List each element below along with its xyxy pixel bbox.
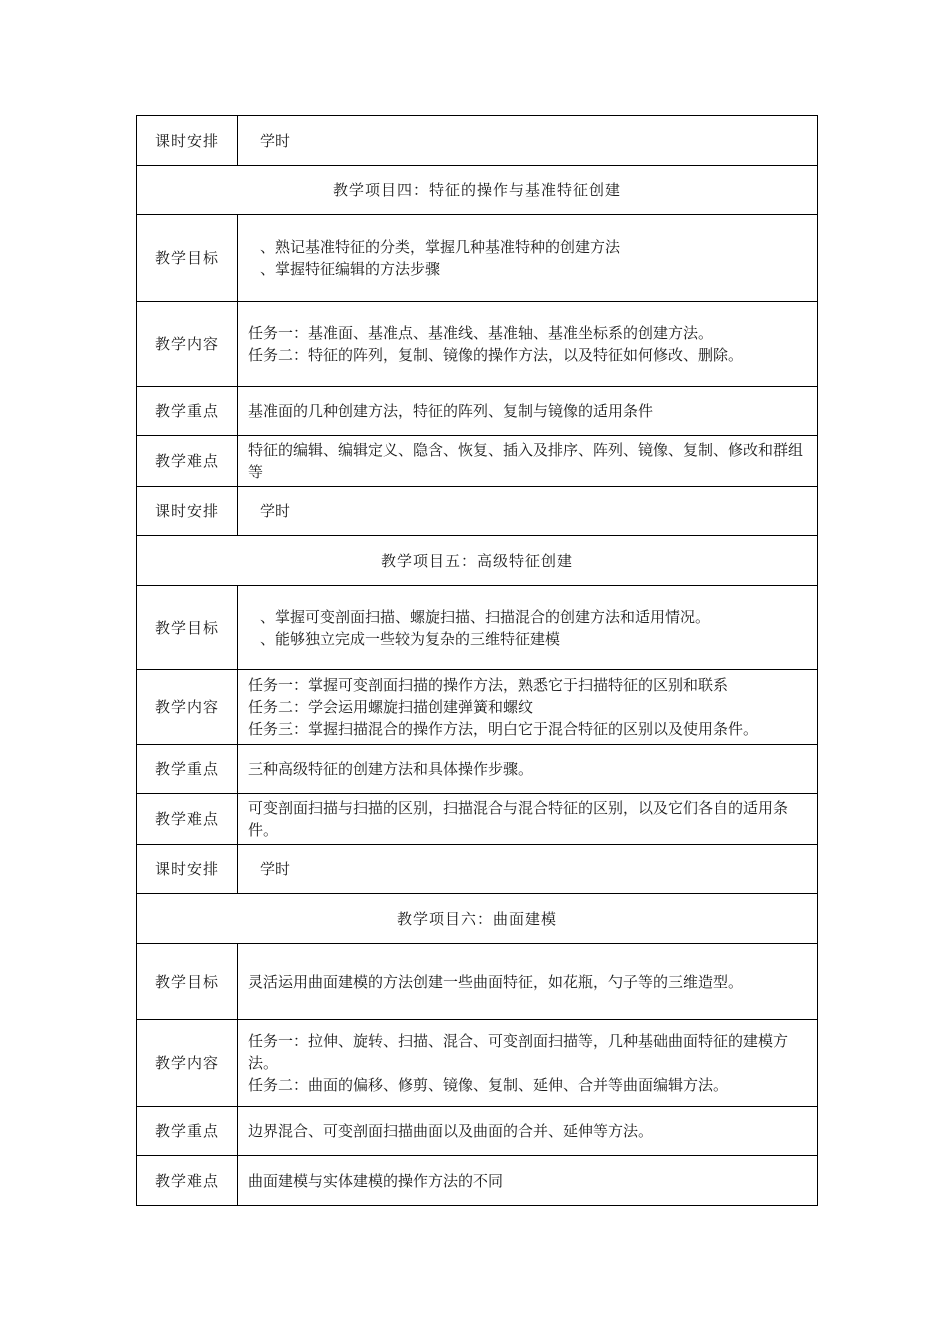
section-heading-row	[137, 536, 818, 586]
table-row	[137, 794, 818, 845]
table-row	[137, 1107, 818, 1156]
row-content	[238, 845, 818, 894]
table-row	[137, 116, 818, 166]
table-row	[137, 387, 818, 436]
section-heading: 教学项目四：特征的操作与基准特征创建	[137, 166, 818, 215]
row-content	[238, 436, 818, 487]
row-content	[238, 670, 818, 745]
row-content	[238, 215, 818, 302]
content-line: 学时	[260, 502, 291, 520]
content-line: 可变剖面扫描与扫描的区别，扫描混合与混合特征的区别，以及它们各自的适用条件。	[248, 799, 789, 839]
table-row	[137, 302, 818, 387]
content-line: 学时	[260, 860, 291, 878]
row-content	[238, 944, 818, 1020]
row-label: 教学目标	[137, 586, 238, 670]
content-line: 、掌握特征编辑的方法步骤	[260, 260, 441, 278]
table-row	[137, 1020, 818, 1107]
content-line: 任务二：特征的阵列，复制、镜像的操作方法，以及特征如何修改、删除。	[248, 346, 744, 364]
row-label: 教学难点	[137, 1156, 238, 1206]
content-line: 任务一：掌握可变剖面扫描的操作方法，熟悉它于扫描特征的区别和联系	[248, 676, 729, 694]
row-content	[238, 487, 818, 536]
row-label: 教学内容	[137, 1020, 238, 1107]
row-content	[238, 586, 818, 670]
table-row	[137, 670, 818, 745]
table-row	[137, 944, 818, 1020]
content-line: 任务一：基准面、基准点、基准线、基准轴、基准坐标系的创建方法。	[248, 324, 714, 342]
content-line: 任务三：掌握扫描混合的操作方法，明白它于混合特征的区别以及使用条件。	[248, 720, 759, 738]
row-label: 教学目标	[137, 215, 238, 302]
content-line: 任务一：拉伸、旋转、扫描、混合、可变剖面扫描等，几种基础曲面特征的建模方法。	[248, 1032, 789, 1072]
syllabus-page	[136, 115, 818, 1206]
row-label: 教学难点	[137, 794, 238, 845]
row-label: 教学重点	[137, 1107, 238, 1156]
content-line: 、熟记基准特征的分类，掌握几种基准特种的创建方法	[260, 238, 621, 256]
row-content	[238, 116, 818, 166]
row-label: 教学目标	[137, 944, 238, 1020]
row-label: 教学重点	[137, 745, 238, 794]
table-row	[137, 436, 818, 487]
section-heading-row	[137, 166, 818, 215]
row-label: 教学重点	[137, 387, 238, 436]
content-line: 、掌握可变剖面扫描、螺旋扫描、扫描混合的创建方法和适用情况。	[260, 607, 711, 626]
content-line: 任务二：学会运用螺旋扫描创建弹簧和螺纹	[248, 698, 534, 716]
syllabus-table-body	[137, 116, 818, 1206]
row-label: 教学内容	[137, 302, 238, 387]
row-label: 课时安排	[137, 116, 238, 166]
table-row	[137, 215, 818, 302]
row-content	[238, 387, 818, 436]
section-heading-row	[137, 894, 818, 944]
table-row	[137, 745, 818, 794]
row-label: 课时安排	[137, 487, 238, 536]
content-line: 基准面的几种创建方法，特征的阵列、复制与镜像的适用条件	[248, 402, 654, 420]
content-line: 、能够独立完成一些较为复杂的三维特征建模	[260, 629, 561, 648]
section-heading: 教学项目六：曲面建模	[137, 894, 818, 944]
row-label: 教学难点	[137, 436, 238, 487]
row-content	[238, 794, 818, 845]
content-line: 特征的编辑、编辑定义、隐含、恢复、插入及排序、阵列、镜像、复制、修改和群组等	[248, 441, 804, 481]
section-heading: 教学项目五：高级特征创建	[137, 536, 818, 586]
row-content	[238, 302, 818, 387]
content-line: 三种高级特征的创建方法和具体操作步骤。	[248, 760, 534, 778]
content-line: 学时	[260, 131, 291, 150]
row-content	[238, 1107, 818, 1156]
content-line: 任务二：曲面的偏移、修剪、镜像、复制、延伸、合并等曲面编辑方法。	[248, 1076, 729, 1094]
row-content	[238, 1156, 818, 1206]
content-line: 边界混合、可变剖面扫描曲面以及曲面的合并、延伸等方法。	[248, 1122, 654, 1140]
table-row	[137, 487, 818, 536]
row-content	[238, 745, 818, 794]
syllabus-table	[136, 115, 818, 1206]
row-content	[238, 1020, 818, 1107]
table-row	[137, 845, 818, 894]
row-label: 教学内容	[137, 670, 238, 745]
content-line: 曲面建模与实体建模的操作方法的不同	[248, 1171, 504, 1190]
table-row	[137, 1156, 818, 1206]
content-line: 灵活运用曲面建模的方法创建一些曲面特征，如花瓶，勺子等的三维造型。	[248, 972, 744, 991]
row-label: 课时安排	[137, 845, 238, 894]
table-row	[137, 586, 818, 670]
